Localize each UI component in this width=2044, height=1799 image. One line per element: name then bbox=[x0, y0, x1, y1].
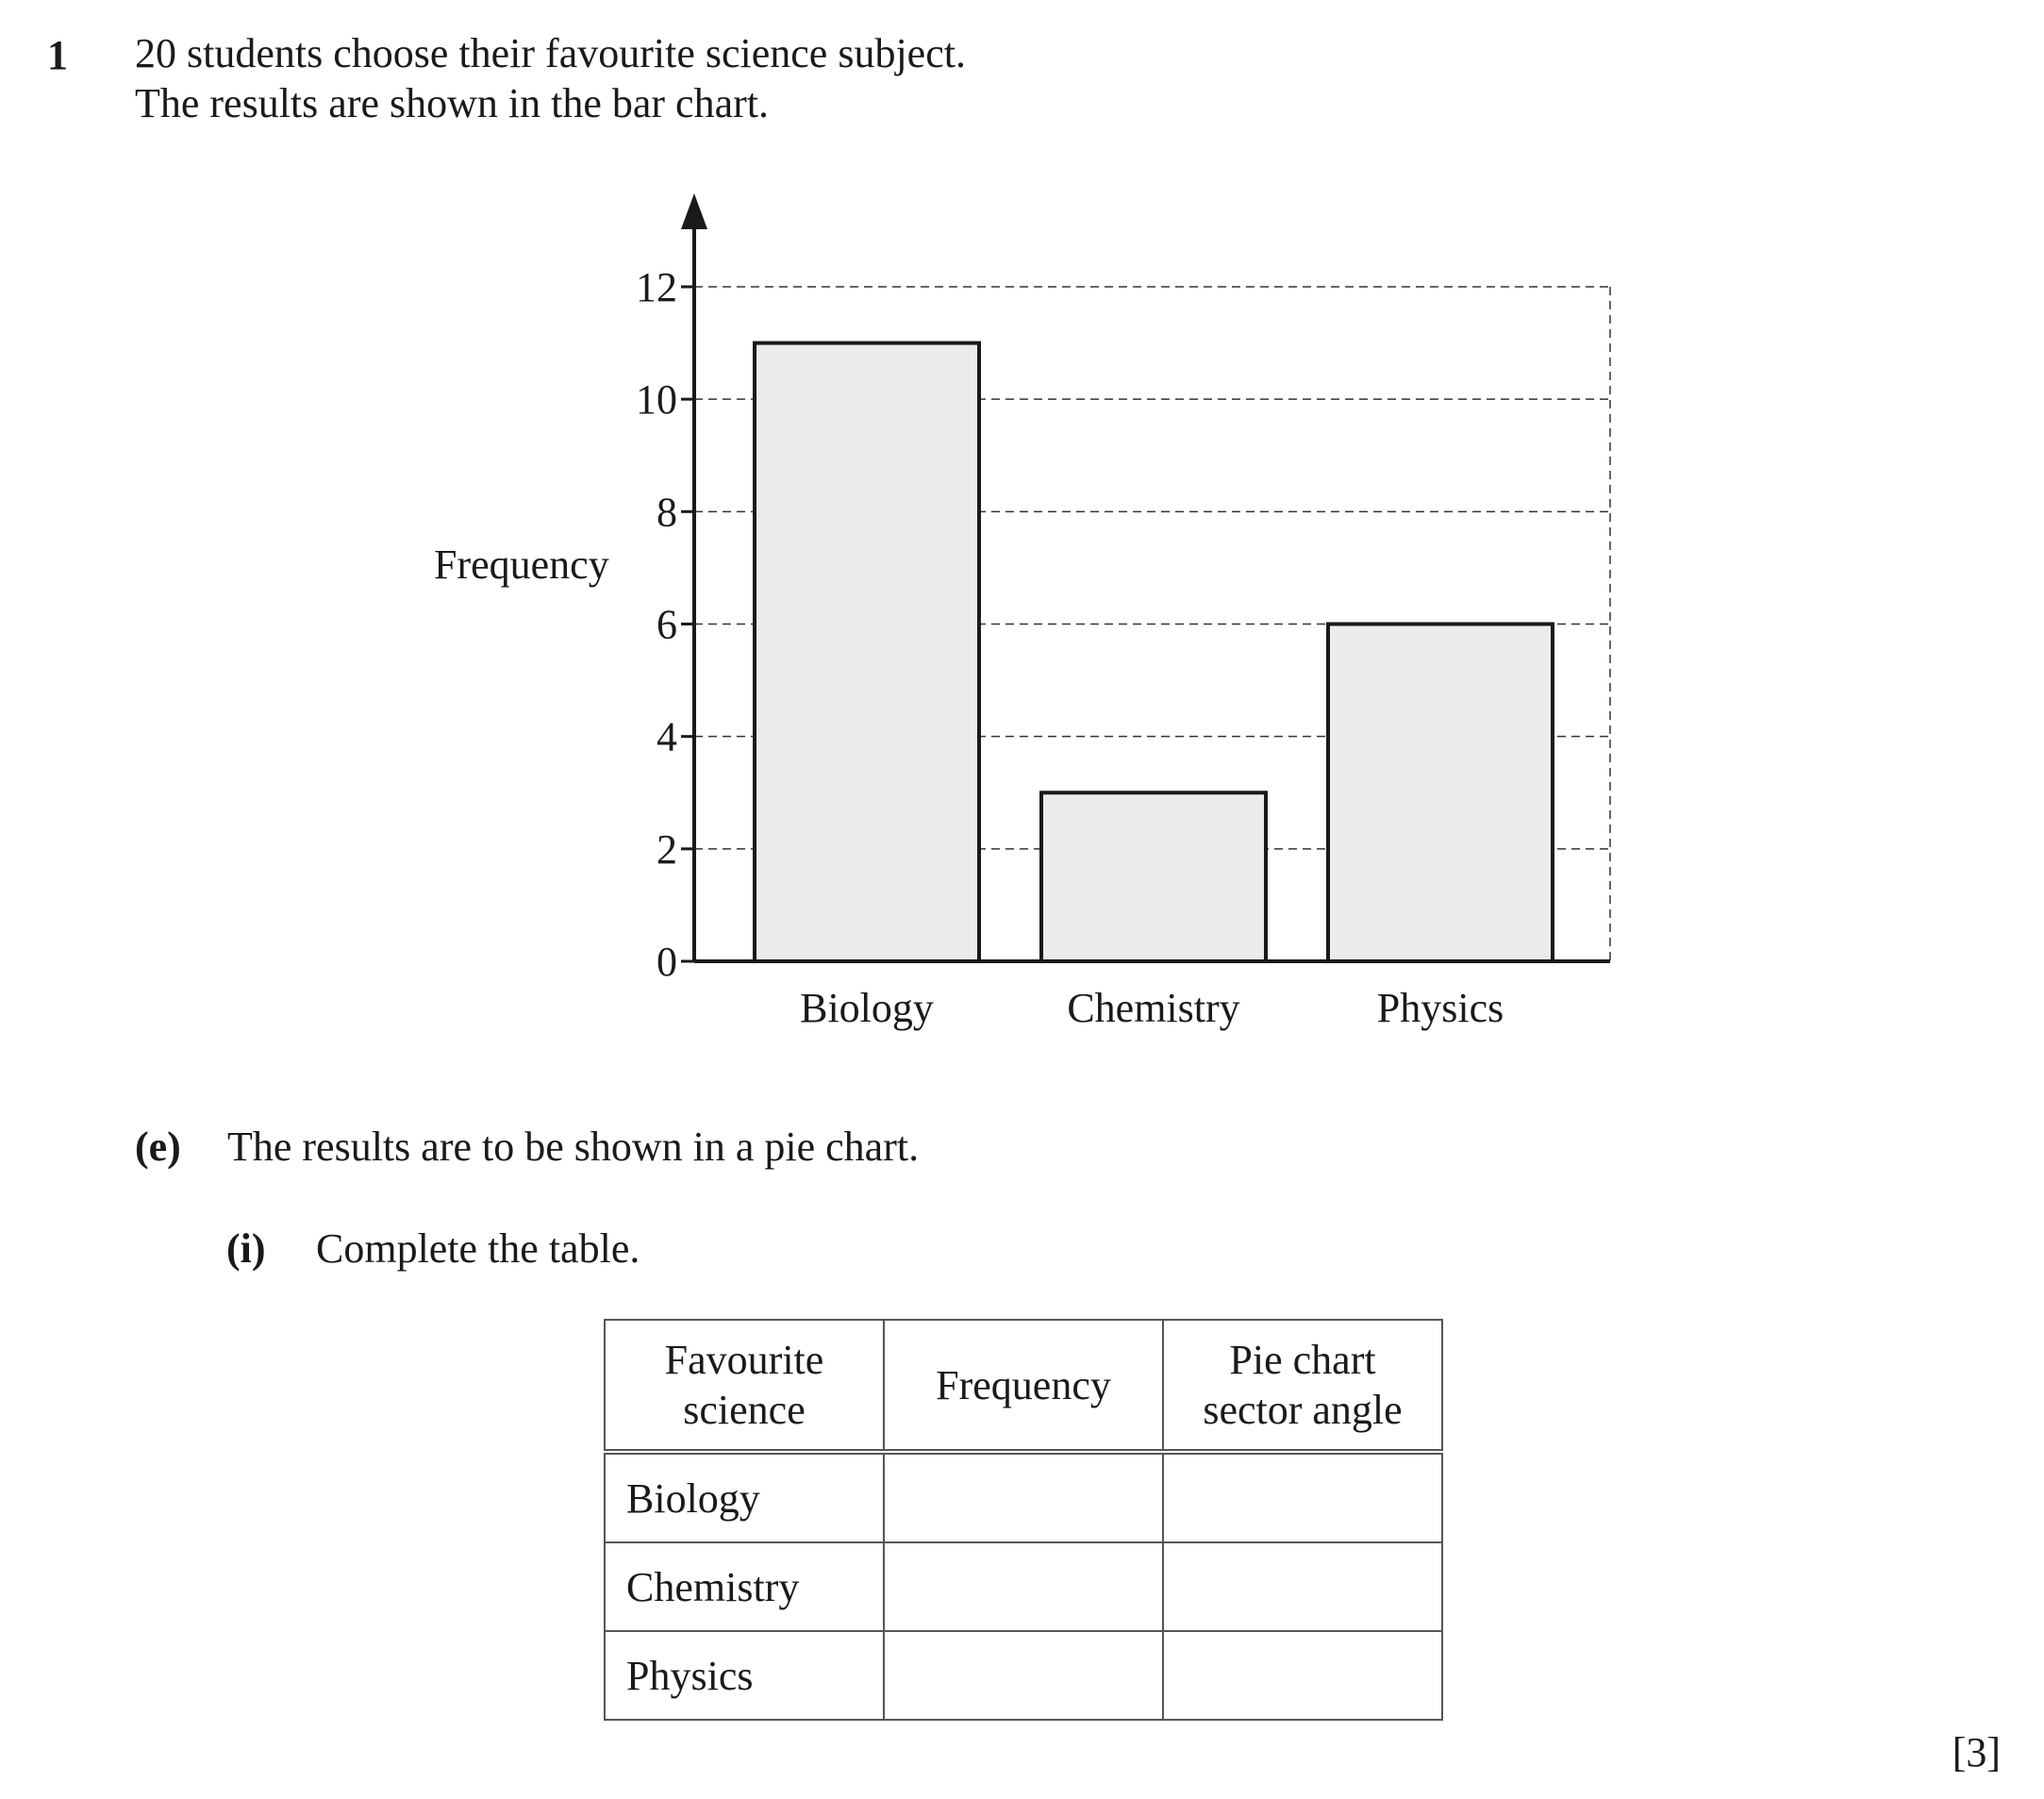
y-axis-arrow bbox=[681, 193, 707, 229]
header-frequency bbox=[884, 1320, 1163, 1452]
frequency-answer-cell[interactable] bbox=[884, 1631, 1163, 1720]
part-i-label: (i) bbox=[226, 1225, 266, 1272]
intro-line-2: The results are shown in the bar chart. bbox=[135, 80, 769, 126]
bar-chemistry bbox=[1041, 792, 1266, 961]
angle-answer-cell[interactable] bbox=[1163, 1542, 1442, 1631]
bar-physics bbox=[1328, 625, 1553, 962]
header-line: Favourite bbox=[664, 1337, 824, 1383]
x-tick-label: Chemistry bbox=[1067, 985, 1240, 1031]
part-e bbox=[135, 1123, 919, 1171]
y-tick-label: 10 bbox=[636, 376, 677, 424]
header-sector-angle bbox=[1163, 1320, 1442, 1452]
y-tick-label: 0 bbox=[656, 939, 677, 985]
header-line: Pie chart bbox=[1229, 1337, 1376, 1383]
bar-biology bbox=[755, 343, 979, 961]
marks-total: [3] bbox=[1952, 1729, 2001, 1775]
angle-answer-cell[interactable] bbox=[1163, 1452, 1442, 1542]
y-axis-label: Frequency bbox=[434, 541, 609, 588]
y-tick-label: 6 bbox=[656, 601, 677, 648]
header-line: Frequency bbox=[936, 1361, 1111, 1408]
part-i bbox=[226, 1224, 640, 1273]
question-number: 1 bbox=[47, 32, 68, 78]
part-e-label: (e) bbox=[135, 1124, 181, 1170]
y-tick-label: 4 bbox=[656, 713, 677, 760]
subject-cell: Chemistry bbox=[605, 1542, 884, 1631]
table-row bbox=[605, 1631, 1442, 1720]
header-line: sector angle bbox=[1203, 1387, 1403, 1433]
frequency-answer-cell[interactable] bbox=[884, 1542, 1163, 1631]
table-header-row bbox=[605, 1320, 1442, 1452]
y-tick-label: 2 bbox=[656, 825, 677, 873]
intro-line-1: 20 students choose their favourite science subject. bbox=[135, 30, 966, 76]
x-tick-label: Physics bbox=[1376, 985, 1504, 1031]
header-favourite-science bbox=[605, 1320, 884, 1452]
table-row bbox=[605, 1452, 1442, 1542]
answer-table bbox=[604, 1319, 1443, 1721]
header-line: science bbox=[683, 1387, 806, 1433]
x-tick-label: Biology bbox=[800, 985, 934, 1031]
part-i-text: Complete the table. bbox=[316, 1225, 640, 1272]
subject-cell: Biology bbox=[605, 1452, 884, 1542]
subject-cell: Physics bbox=[605, 1631, 884, 1720]
part-e-text: The results are to be shown in a pie chart. bbox=[227, 1124, 920, 1170]
y-tick-label: 8 bbox=[656, 489, 677, 536]
y-tick-label: 12 bbox=[636, 264, 677, 310]
angle-answer-cell[interactable] bbox=[1163, 1631, 1442, 1720]
frequency-answer-cell[interactable] bbox=[884, 1452, 1163, 1542]
table-row bbox=[605, 1542, 1442, 1631]
